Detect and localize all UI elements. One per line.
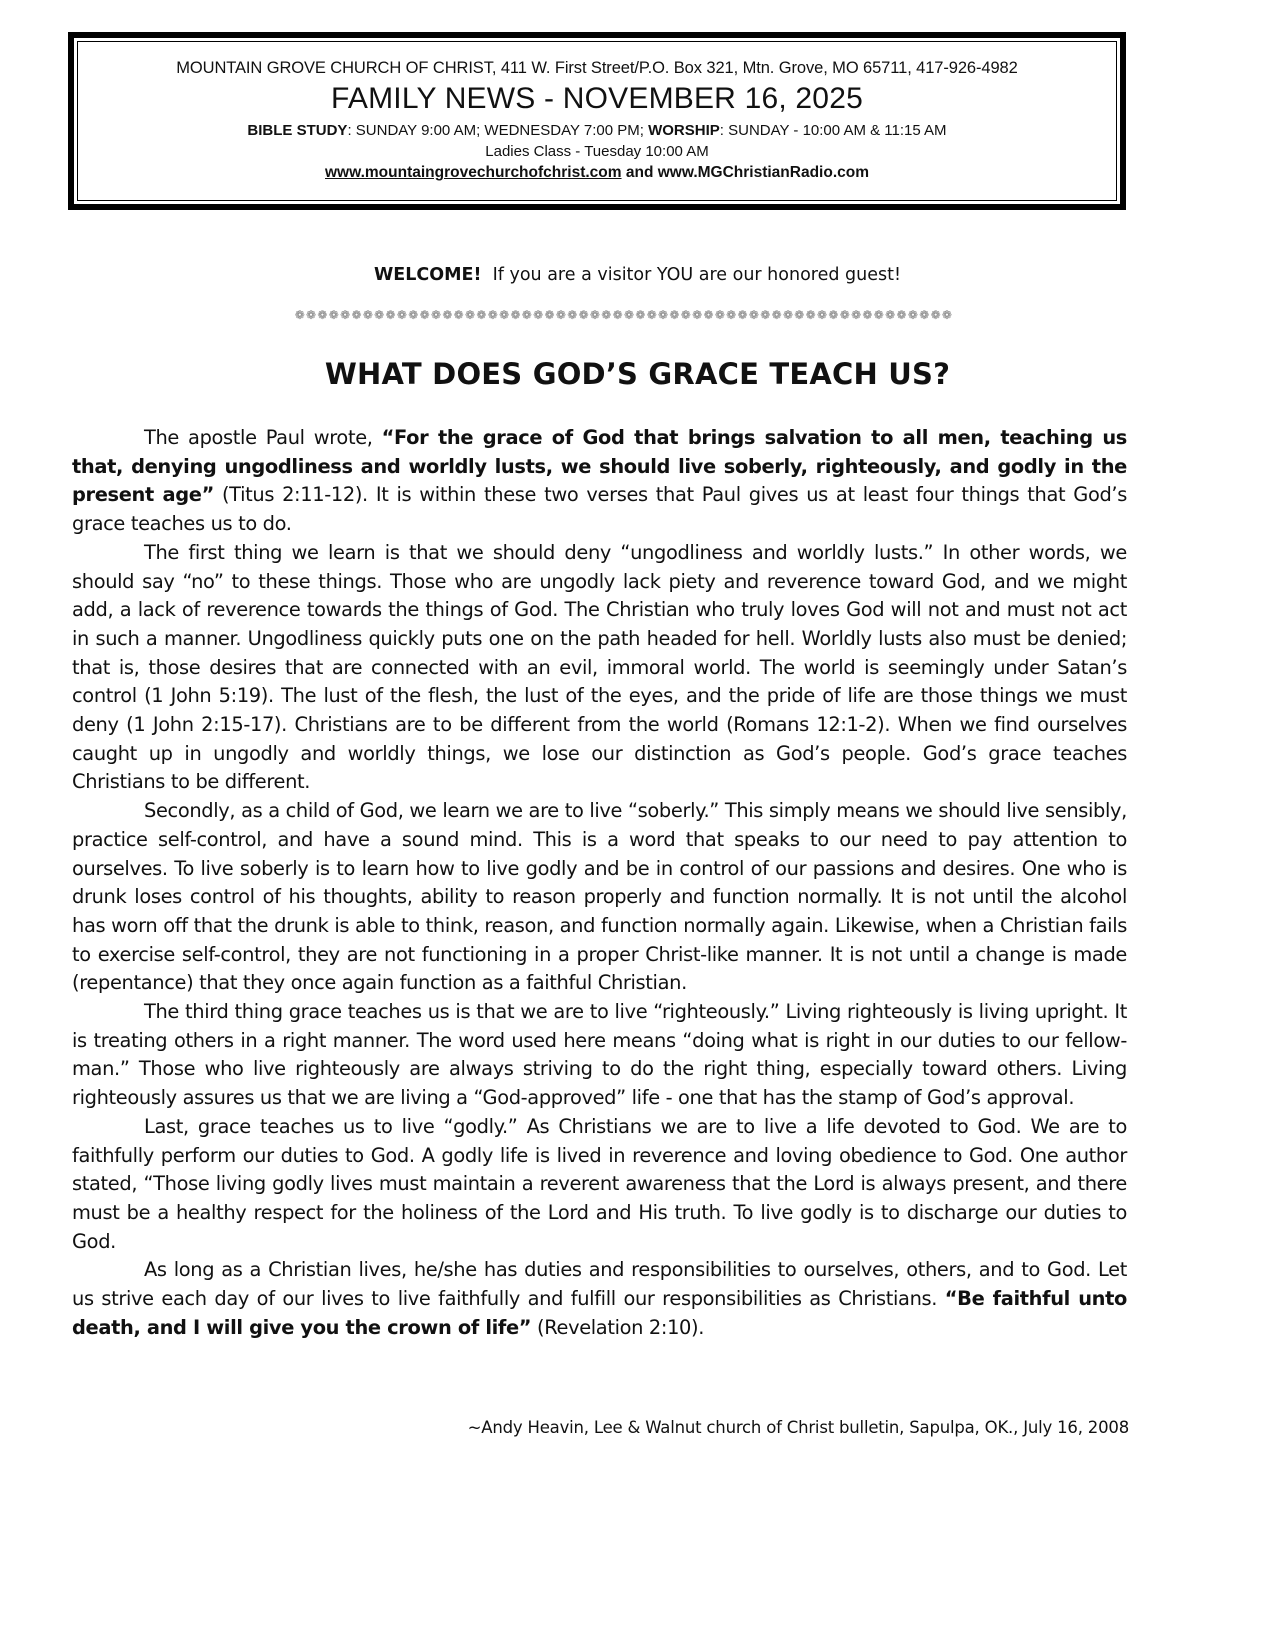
church-address: MOUNTAIN GROVE CHURCH OF CHRIST, 411 W. First Street/P.O. Box 321, Mtn. Grove, MO 65711, 417-926-4982 (176, 59, 1018, 77)
article-paragraph: Secondly, as a child of God, we learn we are to live “soberly.” This simply means we should live sensibly, practice self-control, and have a sound mind. This is a word that speaks to our need to pay attention to ourselves. To live soberly is to learn how to live godly and be in control of our passions and desires. One who is drunk loses control of his thoughts, ability to reason properly and function normally. It is not until the alcohol has worn off that the drunk is able to think, reason, and function normally again. Likewise, when a Christian fails to exercise self-control, they are not functioning in a proper Christ-like manner. It is not until a change is made (repentance) that they once again function as a faithful Christian. (72, 799, 1127, 995)
article-paragraph: The third thing grace teaches us is that we are to live “righteously.” Living righteously is living upright. It is treating others in a right manner. The word used here means “doing what is right in our duties to our fellow-man.” Those who live righteously are always striving to do the right thing, especially toward others. Living righteously assures us that we are living a “God-approved” life - one that has the stamp of God’s approval. (72, 1000, 1127, 1110)
flower-dingbat-icon: ❁❁❁❁❁❁❁❁❁❁❁❁❁❁❁❁❁❁❁❁❁❁❁❁❁❁❁❁❁❁❁❁❁❁❁❁❁❁❁❁❁❁❁❁❁❁❁❁❁❁❁❁❁❁❁❁❁❁ (294, 308, 954, 322)
links-joiner: and (621, 164, 658, 181)
article-paragraph (72, 1256, 1127, 1342)
welcome-bold: WELCOME! (374, 265, 482, 285)
article-title: WHAT DOES GOD’S GRACE TEACH US? (324, 357, 951, 391)
paragraph-text: (Titus 2:11-12). It is within these two verses that Paul gives us at least four things that God’s grace teaches us to do. (72, 483, 1127, 536)
worship-times: : SUNDAY - 10:00 AM & 11:15 AM (719, 122, 947, 139)
radio-website-link[interactable]: www.MGChristianRadio.com (657, 164, 869, 181)
ladies-class: Ladies Class - Tuesday 10:00 AM (485, 143, 709, 160)
welcome-line (0, 265, 1275, 285)
church-website-link[interactable]: www.mountaingrovechurchofchrist.com (325, 164, 622, 181)
website-links (78, 164, 1116, 182)
paragraph-text: (Revelation 2:10). (531, 1315, 705, 1339)
article-attribution: ~Andy Heavin, Lee & Walnut church of Christ bulletin, Sapulpa, OK., July 16, 2008 (467, 1418, 1129, 1437)
masthead-box (68, 32, 1126, 210)
welcome-text: If you are a visitor YOU are our honored guest! (481, 265, 901, 285)
service-schedule (78, 122, 1116, 139)
paragraph-text: As long as a Christian lives, he/she has duties and responsibilities to ourselves, others, and to God. Let us strive each day of our lives to live faithfully and fulfill our responsibilities as Christians. (72, 1258, 1127, 1311)
scripture-quote: “For the grace of God that brings salvation to all men, teaching us that, denying ungodliness and worldly lusts, we should live soberly, righteously, and godly in the present age” (72, 426, 1127, 507)
article-paragraph: Last, grace teaches us to live “godly.” As Christians we are to live a life devoted to God. We are to faithfully perform our duties to God. A godly life is lived in reverence and loving obedience to God. One author stated, “Those living godly lives must maintain a reverent awareness that the Lord is always present, and there must be a healthy respect for the holiness of the Lord and His truth. To live godly is to discharge our duties to God. (72, 1114, 1127, 1253)
article-body (72, 424, 1127, 1343)
bible-study-label: BIBLE STUDY (247, 122, 348, 139)
worship-label: WORSHIP (648, 122, 720, 139)
article-paragraph (72, 424, 1127, 539)
article-paragraph: The first thing we learn is that we should deny “ungodliness and worldly lusts.” In other words, we should say “no” to these things. Those who are ungodly lack piety and reverence toward God, and we might add, a lack of reverence towards the things of God. The Christian who truly loves God will not and must not act in such a manner. Ungodliness quickly puts one on the path headed for hell. Worldly lusts also must be denied; that is, those desires that are connected with an evil, immoral world. The world is seemingly under Satan’s control (1 John 5:19). The lust of the flesh, the lust of the eyes, and the pride of life are those things we must deny (1 John 2:15-17). Christians are to be different from the world (Romans 12:1-2). When we find ourselves caught up in ungodly and worldly things, we lose our distinction as God’s people. God’s grace teaches Christians to be different. (72, 540, 1127, 794)
scripture-quote: “Be faithful unto death, and I will give you the crown of life” (72, 1287, 1127, 1339)
paragraph-text: The apostle Paul wrote, (144, 426, 382, 449)
masthead-inner (77, 41, 1117, 201)
newsletter-title: FAMILY NEWS - NOVEMBER 16, 2025 (331, 82, 863, 115)
bible-study-times: : SUNDAY 9:00 AM; WEDNESDAY 7:00 PM; (347, 122, 649, 139)
